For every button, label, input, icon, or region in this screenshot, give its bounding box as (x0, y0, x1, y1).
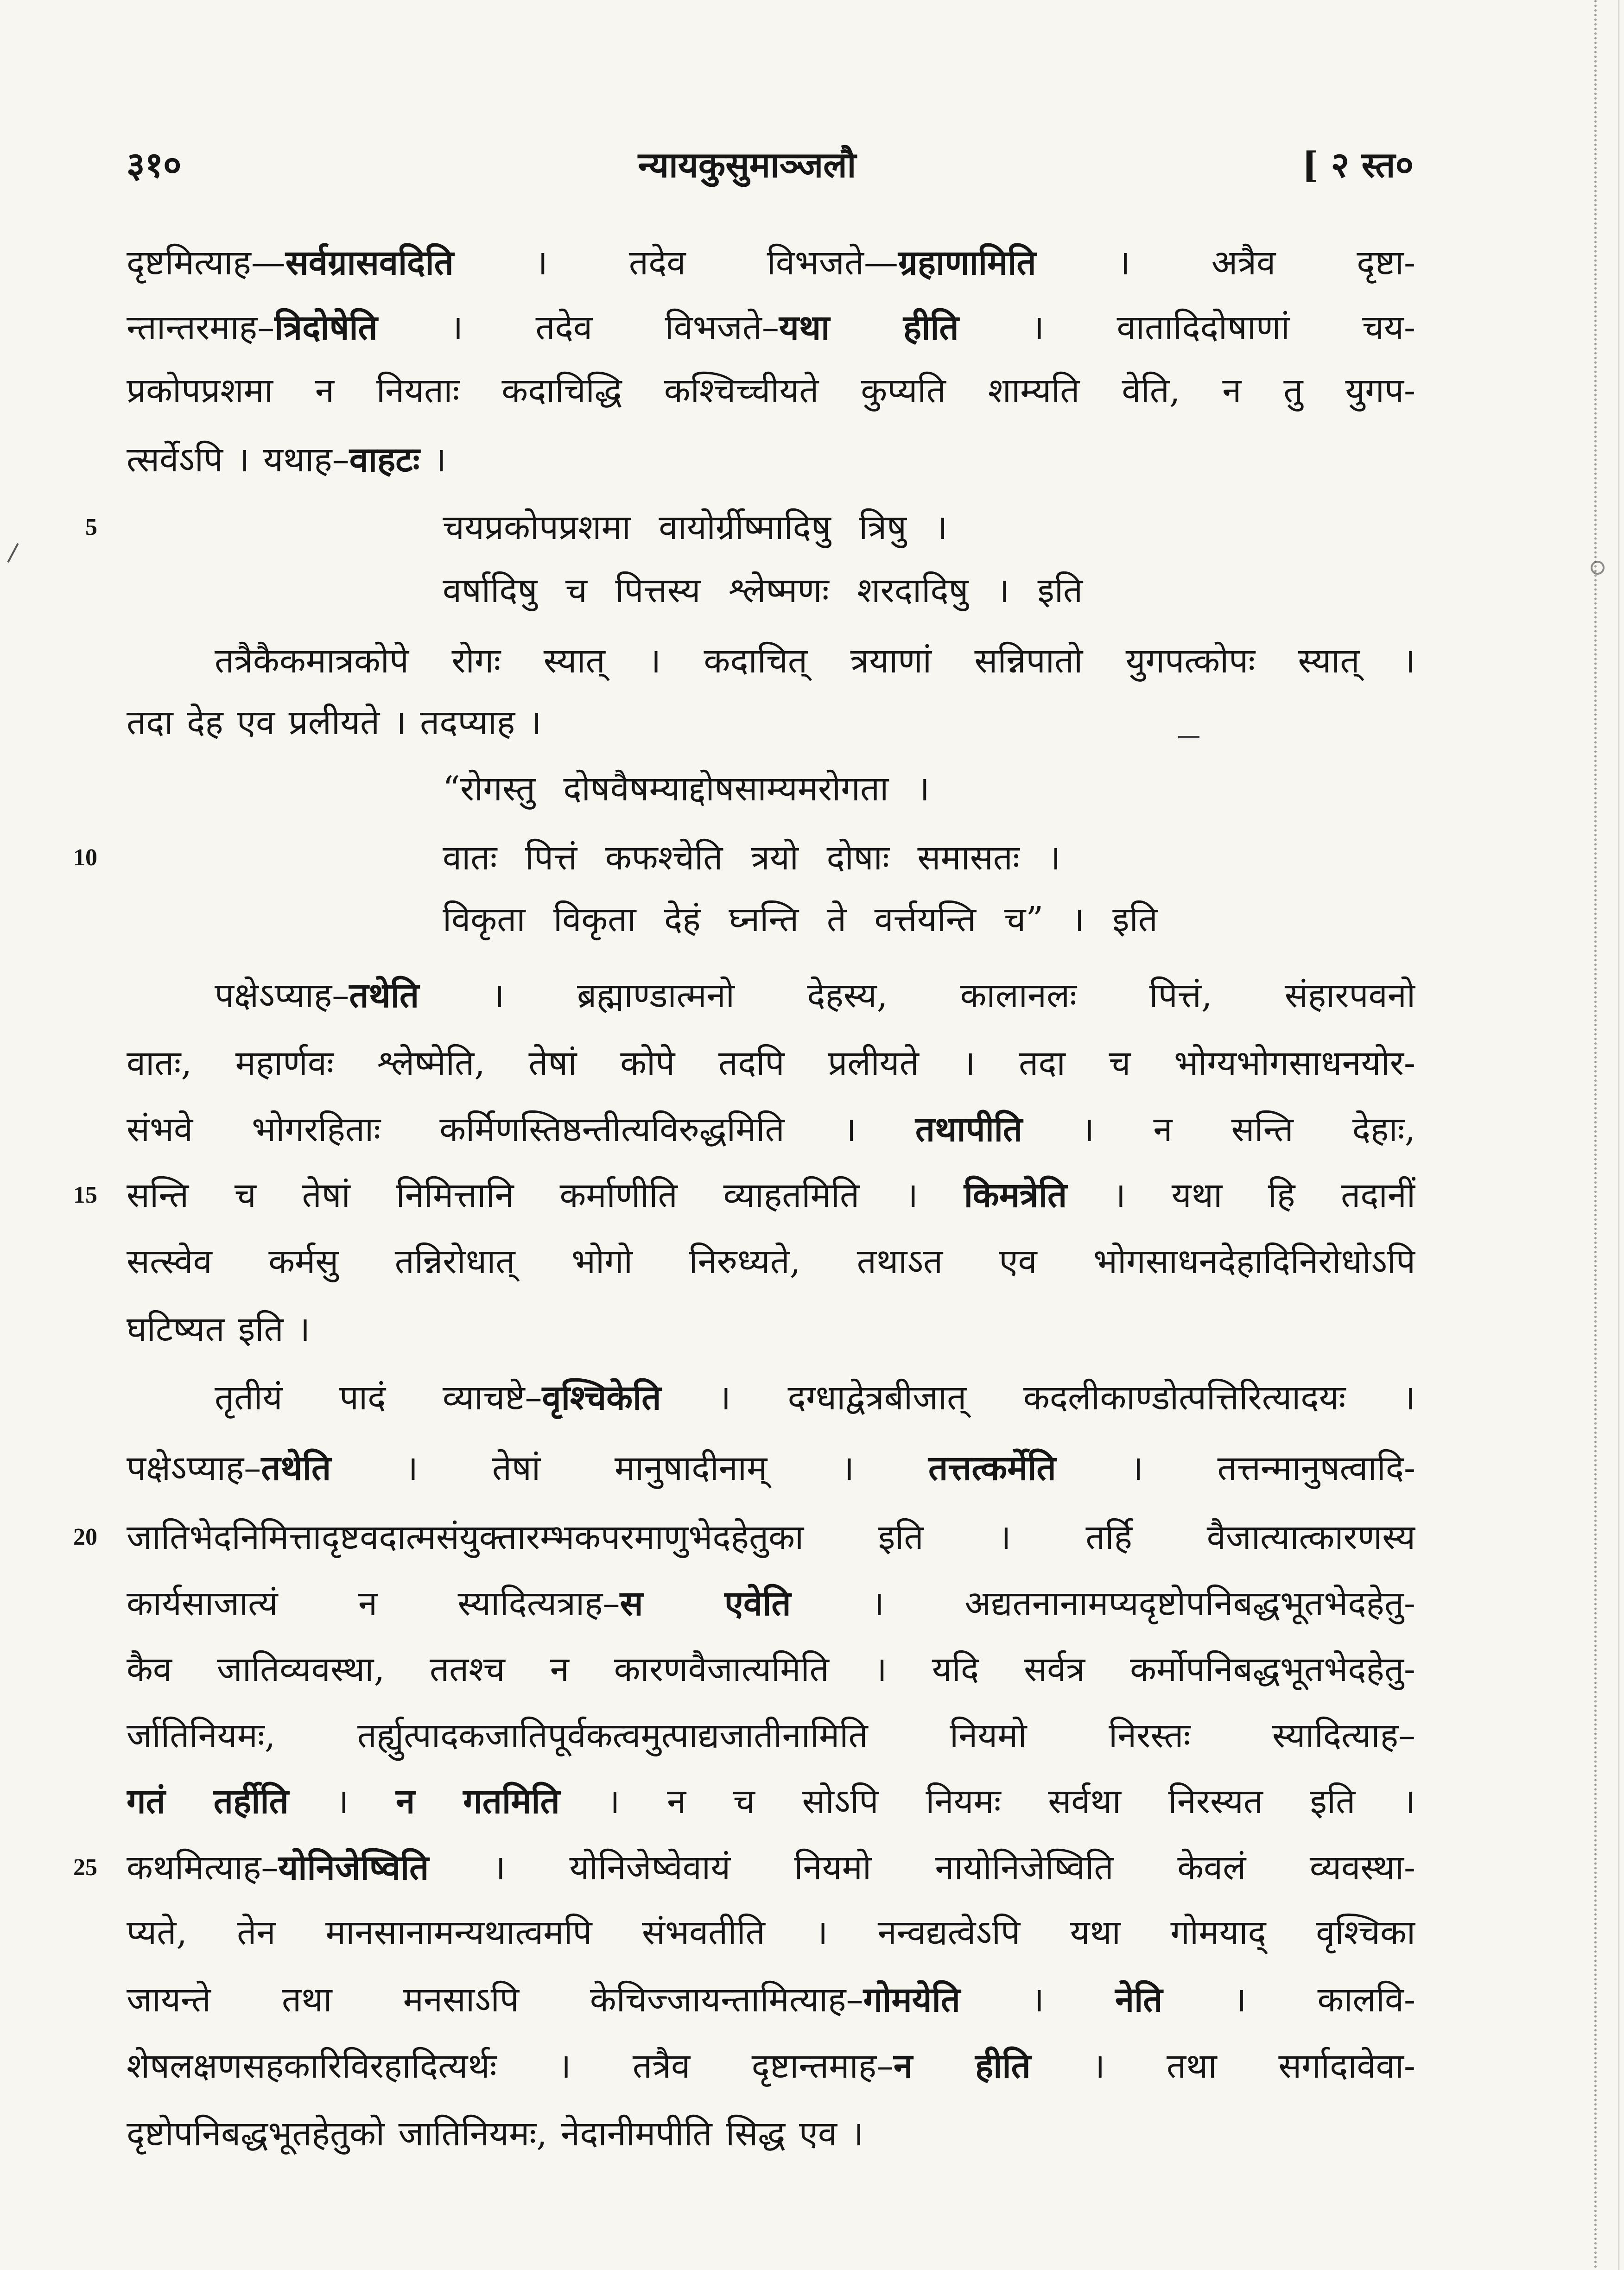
text-run: कैव जातिव्यवस्था, ततश्च न कारणवैजात्यमिति । यदि सर्वत्र कर्मोपनिबद्धभूतभेदहेतु- (127, 1649, 1415, 1689)
text-line (127, 427, 1415, 492)
text-line (127, 1571, 1415, 1636)
text-run: शेषलक्षणसहकारिविरहादित्यर्थः । तत्रैव दृष्टान्तमाह– (127, 2046, 894, 2086)
line-number: 20 (73, 1524, 97, 1550)
line-number: 15 (73, 1182, 97, 1208)
text-line (215, 1365, 1415, 1430)
text-run: तत्रैकैकमात्रकोपे रोगः स्यात् । कदाचित् त्रयाणां सन्निपातो युगपत्कोपः स्यात् । (215, 641, 1415, 681)
text-run: । तेषां मानुषादीनाम् । (331, 1448, 929, 1488)
text-run: । तदेव विभजते— (453, 243, 898, 283)
text-run: चयप्रकोपप्रशमा वायोर्ग्रीष्मादिषु त्रिषु । (443, 507, 948, 547)
text-run: दृष्टोपनिबद्धभूतहेतुको जातिनियमः, नेदानीमपीति सिद्ध एव । (127, 2114, 864, 2154)
text-run: त्सर्वेऽपि । यथाह– (127, 440, 349, 480)
bold-lemma: न हीति (894, 2046, 1031, 2086)
bold-lemma: स एवेति (620, 1584, 791, 1623)
text-run: । (288, 1782, 396, 1821)
text-run: घटिष्यत इति । (127, 1309, 311, 1349)
text-run: । अत्रैव दृष्टा- (1036, 243, 1415, 283)
bold-lemma: वाहटः (349, 440, 420, 480)
scan-edge-line (1618, 0, 1619, 2270)
text-run: जायन्ते तथा मनसाऽपि केचिज्जायन्तामित्याह– (127, 1980, 863, 2020)
text-run: पक्षेऽप्याह– (215, 976, 349, 1015)
bold-lemma: किमत्रेति (964, 1175, 1067, 1215)
verse-line (443, 558, 1277, 623)
text-line (127, 1703, 1415, 1768)
text-line (127, 1163, 1415, 1228)
text-line (127, 1967, 1415, 2032)
text-run: दृष्टमित्याह— (127, 243, 285, 283)
bold-lemma: तथापीति (915, 1110, 1023, 1149)
line-number: 5 (85, 514, 97, 540)
text-run: वातः पित्तं कफश्चेति त्रयो दोषाः समासतः । (443, 838, 1061, 878)
text-line (127, 230, 1415, 295)
text-run: प्यते, तेन मानसानामन्यथात्वमपि संभवतीति । नन्वद्यत्वेऽपि यथा गोमयाद् वृश्चिका (127, 1913, 1415, 1953)
bold-lemma: नेति (1115, 1980, 1163, 2020)
text-run: । तत्तन्मानुषत्वादि- (1056, 1448, 1415, 1488)
text-run: । वातादिदोषाणां चय- (958, 308, 1415, 348)
verse-line (443, 887, 1277, 952)
bold-lemma: सर्वग्रासवदिति (285, 243, 454, 283)
text-line (127, 1031, 1415, 1096)
text-line (127, 295, 1415, 360)
bold-lemma: वृश्चिकेति (542, 1378, 661, 1418)
text-run: । दग्धाद्वेत्रबीजात् कदलीकाण्डोत्पत्तिरित्यादयः । (661, 1378, 1415, 1418)
text-run: वातः, महार्णवः श्लेष्मेति, तेषां कोपे तदपि प्रलीयते । तदा च भोग्यभोगसाधनयोर- (127, 1043, 1415, 1083)
text-run: । तदेव विभजते– (377, 308, 779, 348)
text-run: वर्षादिषु च पित्तस्य श्लेष्मणः शरदादिषु । इति (443, 571, 1083, 610)
text-run: । योनिजेष्वेवायं नियमो नायोनिजेष्विति केवलं व्यवस्था- (429, 1848, 1415, 1888)
text-run: र्जातिनियमः, तर्ह्युत्पादकजातिपूर्वकत्वमुत्पाद्यजातीनामिति नियमो निरस्तः स्यादित्याह– (127, 1716, 1415, 1756)
text-run: पक्षेऽप्याह– (127, 1448, 261, 1488)
verse-line (443, 825, 1277, 890)
text-line (127, 1769, 1415, 1834)
bold-lemma: ग्रहाणामिति (898, 243, 1036, 283)
bold-lemma: तत्तत्कर्मेति (928, 1448, 1056, 1488)
text-line (127, 2101, 1415, 2166)
text-line (127, 358, 1415, 423)
bold-lemma: त्रिदोषेति (274, 308, 378, 348)
text-line (127, 1297, 1415, 1362)
text-run: । अद्यतनानामप्यदृष्टोपनिबद्धभूतभेदहेतु- (791, 1584, 1415, 1623)
bold-lemma: तथेति (349, 976, 419, 1015)
text-line (127, 1637, 1415, 1702)
text-run: प्रकोपप्रशमा न नियताः कदाचिद्धि कश्चिच्चीयते कुप्यति शाम्यति वेति, न तु युगप- (127, 371, 1415, 411)
verse-line (443, 756, 1277, 821)
text-run: कार्यसाजात्यं न स्यादित्यत्राह– (127, 1584, 620, 1623)
text-run: । ब्रह्माण्डात्मनो देहस्य, कालानलः पित्तं, संहारपवनो (419, 976, 1415, 1015)
text-line (215, 963, 1415, 1028)
line-number: 25 (73, 1854, 97, 1881)
text-run: तदा देह एव प्रलीयते । तदप्याह । (127, 703, 542, 742)
text-run: सन्ति च तेषां निमित्तानि कर्माणीति व्याहतमिति । (127, 1175, 964, 1215)
binding-edge-marks (1594, 0, 1597, 2270)
text-run: । यथा हि तदानीं (1067, 1175, 1415, 1215)
text-run: विकृता विकृता देहं घ्नन्ति ते वर्त्तयन्ति च” । इति (443, 900, 1158, 939)
line-number: 10 (73, 844, 97, 871)
text-line (127, 690, 1415, 755)
text-line (127, 1835, 1415, 1900)
text-line (127, 2034, 1415, 2099)
text-run: तृतीयं पादं व्याचष्टे– (215, 1378, 542, 1418)
text-line (127, 1436, 1415, 1501)
text-run: “रोगस्तु दोषवैषम्याद्दोषसाम्यमरोगता । (443, 769, 930, 809)
text-run: । न च सोऽपि नियमः सर्वथा निरस्यत इति । (559, 1782, 1415, 1821)
bold-lemma: यथा हीति (779, 308, 959, 348)
page-number: ३१० (127, 144, 182, 185)
text-line (127, 1097, 1415, 1162)
verse-line (443, 495, 1277, 560)
bold-lemma: तथेति (261, 1448, 331, 1488)
text-run: । तथा सर्गादावेवा- (1030, 2046, 1415, 2086)
text-run: जातिभेदनिमित्तादृष्टवदात्मसंयुक्तारम्भकपरमाणुभेदहेतुका इति । तर्हि वैजात्यात्कारणस्य (127, 1517, 1415, 1557)
text-run: । (419, 440, 447, 480)
text-run: संभवे भोगरहिताः कर्मिणस्तिष्ठन्तीत्यविरुद्धमिति । (127, 1110, 915, 1149)
text-line (127, 1229, 1415, 1294)
text-line (127, 1505, 1415, 1570)
bold-lemma: न गतमिति (396, 1782, 560, 1821)
text-run: सत्स्वेव कर्मसु तन्निरोधात् भोगो निरुध्यते, तथाऽत एव भोगसाधनदेहादिनिरोधोऽपि (127, 1242, 1415, 1281)
section-marker: [ २ स्त० (1302, 144, 1414, 185)
bold-lemma: गोमयेति (863, 1980, 960, 2020)
text-run: न्तान्तरमाह– (127, 308, 275, 348)
text-line (127, 1900, 1415, 1965)
text-run: । कालवि- (1162, 1980, 1415, 2020)
scan-speck (7, 543, 19, 563)
scan-speck-ring (1591, 561, 1605, 575)
text-run: कथमित्याह– (127, 1848, 279, 1888)
text-run: । न सन्ति देहाः, (1022, 1110, 1415, 1149)
text-run: । (960, 1980, 1116, 2020)
text-line (215, 628, 1415, 693)
running-title: न्यायकुसुमाञ्जलौ (638, 144, 856, 185)
bold-lemma: गतं तर्हीति (127, 1782, 289, 1821)
bold-lemma: योनिजेष्विति (278, 1848, 429, 1888)
